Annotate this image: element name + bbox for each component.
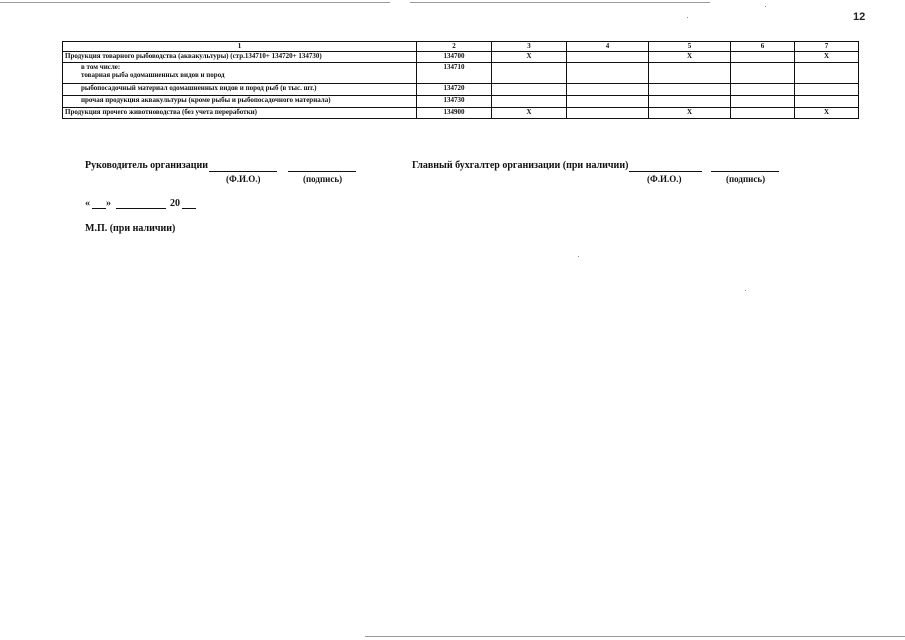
cell-col5 xyxy=(649,63,731,84)
row-label: Продукция прочего животноводства (без учета переработки) xyxy=(63,108,417,119)
cell-col3: X xyxy=(492,108,567,119)
accountant-fio-line xyxy=(629,171,702,172)
table-row xyxy=(63,96,859,108)
accountant-sign-caption: (подпись) xyxy=(726,174,766,184)
cell-col5: X xyxy=(649,52,731,63)
row-label: Продукция товарного рыбоводства (аквакультуры) (стр.134710+ 134720+ 134730) xyxy=(63,52,417,63)
scan-speck xyxy=(765,6,766,7)
cell-col3 xyxy=(492,63,567,84)
cell-col5: X xyxy=(649,108,731,119)
cell-col6 xyxy=(731,52,795,63)
scan-line-top-right xyxy=(410,2,710,3)
cell-col3 xyxy=(492,84,567,96)
head-fio-line xyxy=(209,171,277,172)
cell-col7: X xyxy=(795,52,859,63)
column-header: 1 xyxy=(63,42,417,52)
scan-speck xyxy=(745,290,746,291)
cell-col4 xyxy=(567,96,649,108)
row-code: 134900 xyxy=(417,108,492,119)
cell-col5 xyxy=(649,84,731,96)
column-header: 6 xyxy=(731,42,795,52)
cell-col5 xyxy=(649,96,731,108)
cell-col6 xyxy=(731,84,795,96)
row-label xyxy=(63,63,417,84)
row-code: 134720 xyxy=(417,84,492,96)
head-sign-line xyxy=(288,171,356,172)
column-header: 5 xyxy=(649,42,731,52)
cell-col7 xyxy=(795,96,859,108)
row-label: рыбопосадочный материал одомашненных видов и пород рыб (в тыс. шт.) xyxy=(63,84,417,96)
cell-col6 xyxy=(731,108,795,119)
head-signature-label: Руководитель организации xyxy=(85,160,209,171)
cell-col4 xyxy=(567,63,649,84)
row-label: прочая продукция аквакультуры (кроме рыбы и рыбопосадочного материала) xyxy=(63,96,417,108)
scan-speck xyxy=(578,256,579,257)
row-code: 134730 xyxy=(417,96,492,108)
table-row xyxy=(63,63,859,84)
cell-col4 xyxy=(567,108,649,119)
row-label-line: товарная рыба одомашненных видов и пород xyxy=(81,71,225,79)
head-sign-caption: (подпись) xyxy=(303,174,343,184)
date-day-line xyxy=(92,208,106,209)
stamp-label: М.П. (при наличии) xyxy=(85,223,176,234)
accountant-signature-label: Главный бухгалтер организации (при наличии) xyxy=(412,160,629,171)
cell-col7: X xyxy=(795,108,859,119)
row-label-line: в том числе: xyxy=(81,63,121,71)
cell-col3: X xyxy=(492,52,567,63)
scan-line-top xyxy=(0,2,390,3)
table-row xyxy=(63,84,859,96)
report-table xyxy=(62,41,859,119)
accountant-fio-caption: (Ф.И.О.) xyxy=(647,174,682,184)
date-quote-open: « xyxy=(85,198,90,209)
scan-line-bottom xyxy=(365,636,905,637)
column-header: 7 xyxy=(795,42,859,52)
accountant-sign-line xyxy=(711,171,779,172)
date-year-prefix: 20 xyxy=(170,198,180,209)
date-month-line xyxy=(116,208,166,209)
cell-col6 xyxy=(731,63,795,84)
table-row xyxy=(63,52,859,63)
cell-col6 xyxy=(731,96,795,108)
column-header: 3 xyxy=(492,42,567,52)
date-year-line xyxy=(182,208,196,209)
cell-col3 xyxy=(492,96,567,108)
page-number: 12 xyxy=(853,11,866,23)
head-fio-caption: (Ф.И.О.) xyxy=(226,174,261,184)
scan-speck xyxy=(687,17,688,18)
cell-col7 xyxy=(795,84,859,96)
column-header: 2 xyxy=(417,42,492,52)
row-code: 134710 xyxy=(417,63,492,84)
cell-col4 xyxy=(567,84,649,96)
cell-col4 xyxy=(567,52,649,63)
date-quote-close: » xyxy=(106,198,111,209)
table-header-row xyxy=(63,42,859,52)
table-row xyxy=(63,108,859,119)
column-header: 4 xyxy=(567,42,649,52)
cell-col7 xyxy=(795,63,859,84)
row-code: 134700 xyxy=(417,52,492,63)
